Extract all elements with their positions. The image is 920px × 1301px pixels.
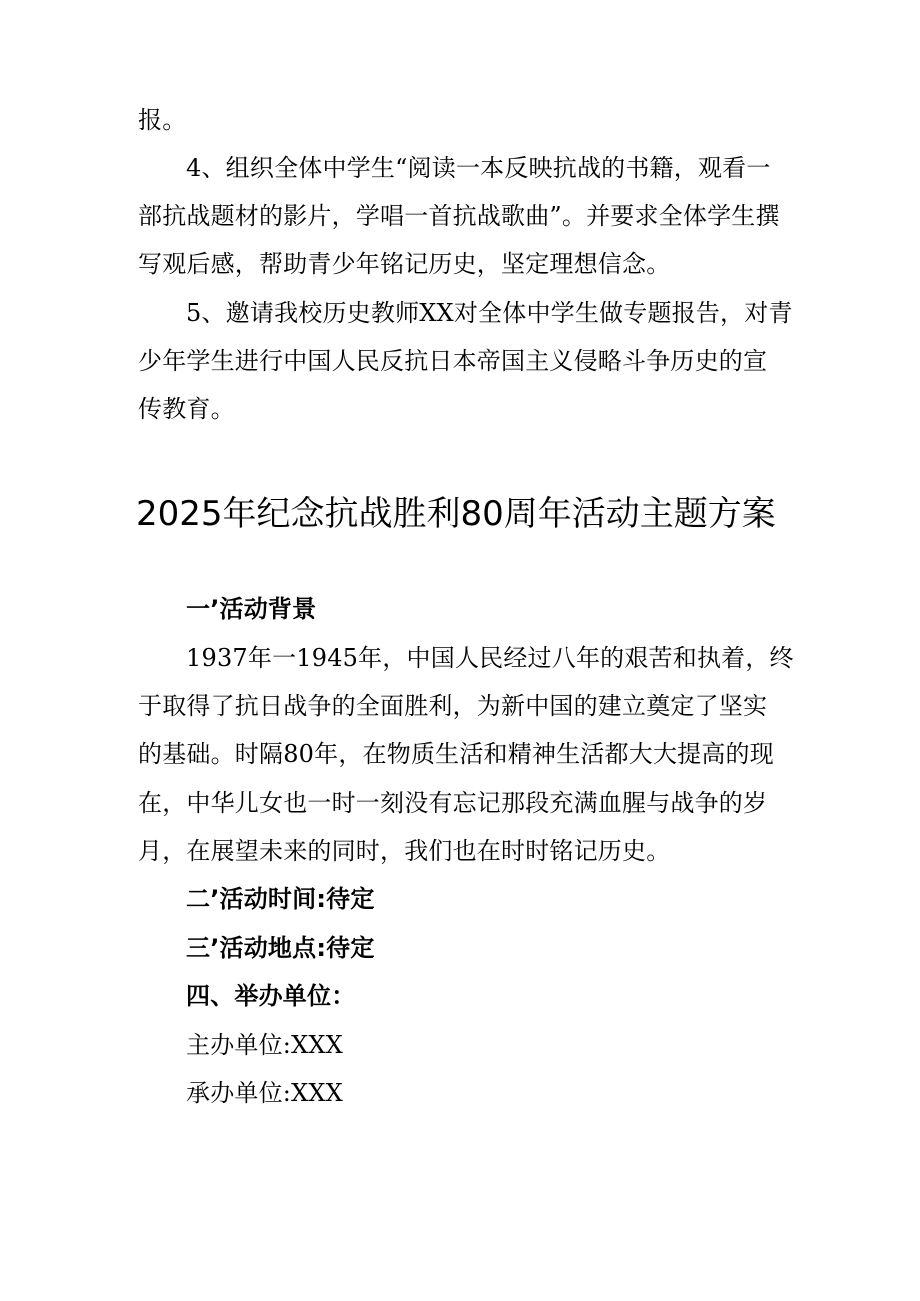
section-heading-location: 三’活动地点:待定 [186, 934, 375, 962]
paragraph-line: 的基础。时隔80年，在物质生活和精神生活都大大提高的现 [138, 740, 774, 768]
paragraph-line: 月，在展望未来的同时，我们也在时时铭记历史。 [138, 837, 671, 865]
paragraph-line: 传教育。 [138, 395, 235, 423]
co-organizer-line: 承办单位:XXX [186, 1079, 343, 1107]
paragraph-line: 报。 [138, 106, 187, 134]
paragraph-line: 写观后感，帮助青少年铭记历史，坚定理想信念。 [138, 250, 671, 278]
paragraph-line: 于取得了抗日战争的全面胜利，为新中国的建立奠定了坚实 [138, 692, 768, 720]
organizer-line: 主办单位:XXX [186, 1031, 343, 1059]
section-heading-background: 一’活动背景 [186, 595, 317, 623]
section-heading-time: 二’活动时间:待定 [186, 885, 375, 913]
paragraph-line: 在，中华儿女也一时一刻没有忘记那段充满血腥与战争的岁 [138, 789, 768, 817]
section-heading-organizers: 四、举办单位： [186, 982, 356, 1010]
paragraph-line: 部抗战题材的影片，学唱一首抗战歌曲”。并要求全体学生撰 [138, 202, 780, 230]
paragraph-line: 1937年一1945年，中国人民经过八年的艰苦和执着，终 [186, 644, 794, 672]
page-title: 2025年纪念抗战胜利80周年活动主题方案 [136, 494, 776, 534]
paragraph-line: 少年学生进行中国人民反抗日本帝国主义侵略斗争历史的宣 [138, 347, 768, 375]
paragraph-line: 5、邀请我校历史教师XX对全体中学生做专题报告，对青 [186, 299, 793, 327]
paragraph-line: 4、组织全体中学生“阅读一本反映抗战的书籍，观看一 [186, 154, 771, 182]
